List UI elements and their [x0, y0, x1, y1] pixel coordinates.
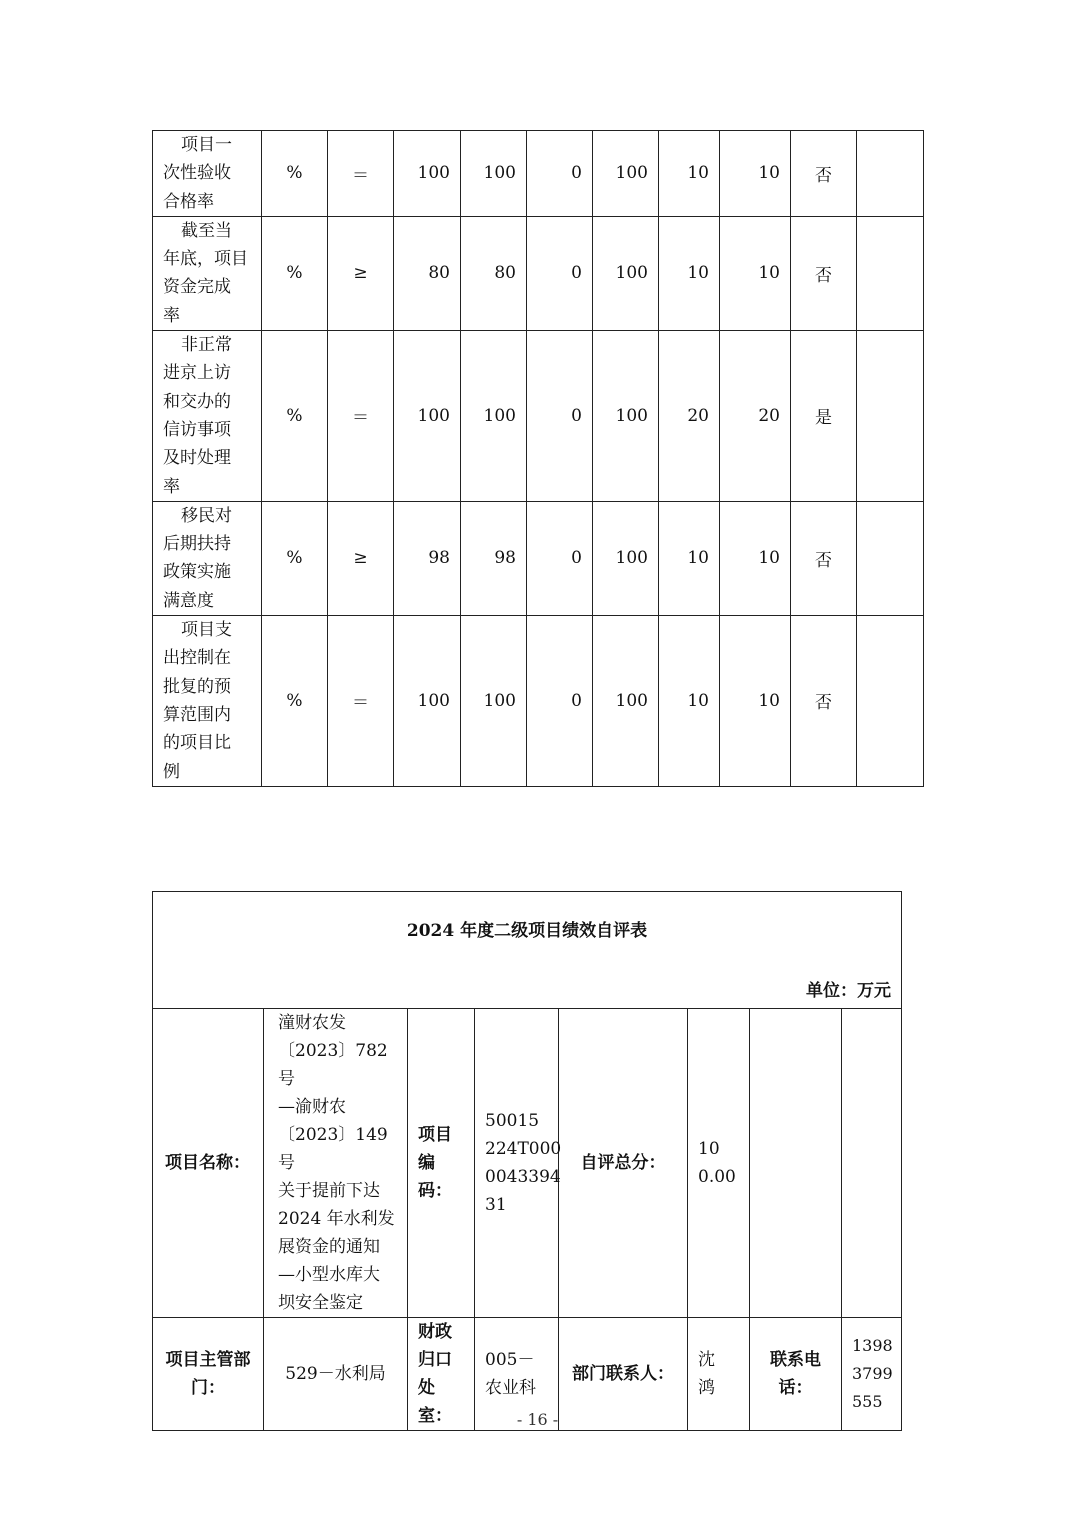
self-score-value — [688, 1009, 750, 1318]
text-line: 潼财农发 — [278, 1013, 346, 1033]
text-line: 〔2023〕782 号 — [278, 1041, 388, 1089]
text-line: 1398 — [852, 1336, 893, 1355]
indicator-target: 100 — [394, 131, 461, 217]
text-line: 鸿 — [698, 1378, 715, 1398]
indicator-note — [857, 616, 924, 787]
self-score-label: 自评总分： — [559, 1009, 688, 1318]
phone-label-lines — [756, 1346, 835, 1402]
indicator-unit: % — [262, 616, 328, 787]
indicator-name — [153, 501, 262, 615]
text-line: 联系电 — [770, 1350, 821, 1370]
form-title: 2024 年度二级项目绩效自评表 — [406, 921, 648, 941]
project-code-value — [475, 1009, 562, 1318]
page-number: - 16 - — [516, 1410, 559, 1429]
indicator-name-line: 移民对 — [181, 505, 232, 526]
indicator-operator: ＝ — [328, 331, 394, 502]
text-line: 坝安全鉴定 — [278, 1293, 363, 1313]
text-line: 归口 — [418, 1350, 452, 1370]
indicator-name-line: 年底，项目 — [163, 249, 248, 270]
indicator-row — [153, 501, 924, 615]
text-line: 005－ — [485, 1350, 535, 1370]
text-line: —小型水库大 — [278, 1265, 380, 1285]
unit-label: 单位：万元 — [806, 981, 891, 1001]
form-header — [153, 892, 902, 1009]
indicator-name-line: 非正常 — [181, 335, 232, 356]
text-line: 0043394 — [485, 1167, 561, 1187]
indicator-col5: 0 — [527, 501, 593, 615]
indicator-name-line: 算范围内 — [163, 704, 231, 725]
text-line: 31 — [485, 1195, 507, 1215]
indicator-col5: 0 — [527, 216, 593, 330]
indicator-target: 98 — [394, 501, 461, 615]
indicator-name-line: 满意度 — [163, 590, 214, 611]
indicator-note — [857, 331, 924, 502]
indicator-col8: 10 — [720, 501, 791, 615]
indicator-row — [153, 216, 924, 330]
indicator-col7: 10 — [659, 131, 720, 217]
indicator-flag: 否 — [791, 501, 857, 615]
indicator-name-line: 例 — [163, 761, 180, 782]
indicator-flag: 否 — [791, 616, 857, 787]
indicator-row — [153, 616, 924, 787]
indicator-name-line: 截至当 — [181, 220, 232, 241]
project-code-label-lines — [418, 1121, 468, 1205]
indicator-name — [153, 216, 262, 330]
indicator-operator: ＝ — [328, 616, 394, 787]
indicator-name-line: 的项目比 — [163, 733, 231, 754]
indicator-target: 80 — [394, 216, 461, 330]
indicator-note — [857, 131, 924, 217]
indicator-name-line: 和交办的 — [163, 391, 231, 412]
indicator-col5: 0 — [527, 331, 593, 502]
text-line: 编码： — [418, 1153, 452, 1201]
indicator-target: 100 — [394, 331, 461, 502]
indicator-name-line: 率 — [163, 305, 180, 326]
indicator-table — [152, 130, 924, 787]
text-line: 50015 — [485, 1111, 540, 1131]
indicator-col7: 10 — [659, 616, 720, 787]
indicator-col6: 100 — [593, 616, 659, 787]
text-line: 项目主管部 — [165, 1350, 251, 1370]
text-line: 话： — [778, 1378, 813, 1398]
indicator-name-line: 信访事项 — [163, 419, 231, 440]
text-line: 224T000 — [485, 1139, 562, 1159]
text-line: 处室： — [418, 1378, 452, 1426]
department-value: 529－水利局 — [264, 1318, 408, 1431]
text-line: 门： — [191, 1378, 225, 1398]
indicator-name-line: 政策实施 — [163, 562, 231, 583]
text-line: 关于提前下达 — [278, 1181, 380, 1201]
indicator-unit: % — [262, 501, 328, 615]
self-score-lines — [698, 1135, 739, 1191]
indicator-operator: ≥ — [328, 216, 394, 330]
indicator-name-line: 项目一 — [181, 135, 232, 155]
indicator-name-line: 批复的预 — [163, 676, 231, 697]
indicator-unit: % — [262, 131, 328, 217]
project-code-lines — [485, 1107, 562, 1219]
text-line: 〔2023〕149 号 — [278, 1125, 388, 1173]
indicator-name — [153, 616, 262, 787]
indicator-row — [153, 131, 924, 217]
indicator-actual: 100 — [461, 331, 527, 502]
indicator-row — [153, 331, 924, 502]
indicator-col7: 20 — [659, 331, 720, 502]
text-line: 2024 年水利发 — [278, 1209, 395, 1229]
text-line: 项目 — [418, 1125, 452, 1145]
indicator-unit: % — [262, 216, 328, 330]
indicator-target: 100 — [394, 616, 461, 787]
indicator-actual: 100 — [461, 131, 527, 217]
finance-office-lines — [485, 1346, 548, 1402]
indicator-col6: 100 — [593, 501, 659, 615]
indicator-flag: 否 — [791, 131, 857, 217]
indicator-flag: 是 — [791, 331, 857, 502]
phone-lines — [852, 1332, 895, 1416]
text-line: 财政 — [418, 1322, 452, 1342]
indicator-col8: 10 — [720, 616, 791, 787]
indicator-name-line: 出控制在 — [163, 648, 231, 669]
indicator-actual: 100 — [461, 616, 527, 787]
indicator-unit: % — [262, 331, 328, 502]
text-line: 3799 — [852, 1364, 893, 1383]
indicator-col8: 20 — [720, 331, 791, 502]
empty-cell-2 — [842, 1009, 902, 1318]
indicator-col7: 10 — [659, 216, 720, 330]
text-line: 沈 — [698, 1350, 715, 1370]
indicator-col6: 100 — [593, 331, 659, 502]
indicator-col6: 100 — [593, 131, 659, 217]
indicator-name-line: 次性验收 — [163, 163, 231, 184]
indicator-col8: 10 — [720, 131, 791, 217]
indicator-name-line: 率 — [163, 476, 180, 497]
text-line: 农业科 — [485, 1378, 536, 1398]
indicator-name-line: 项目支 — [181, 620, 232, 641]
indicator-name-line: 资金完成 — [163, 277, 231, 298]
indicator-actual: 98 — [461, 501, 527, 615]
indicator-note — [857, 216, 924, 330]
indicator-flag: 否 — [791, 216, 857, 330]
department-label-lines — [159, 1346, 257, 1402]
indicator-operator: ≥ — [328, 501, 394, 615]
text-line: 展资金的通知 — [278, 1237, 380, 1257]
indicator-name-line: 后期扶持 — [163, 534, 231, 555]
self-evaluation-table — [152, 891, 902, 1431]
indicator-name-line: 合格率 — [163, 191, 214, 212]
text-line: —渝财农 — [278, 1097, 346, 1117]
project-name-label: 项目名称： — [153, 1009, 264, 1318]
indicator-col7: 10 — [659, 501, 720, 615]
text-line: 0.00 — [698, 1167, 736, 1187]
indicator-name — [153, 331, 262, 502]
indicator-name-line: 及时处理 — [163, 448, 231, 469]
project-name-value — [264, 1009, 408, 1318]
indicator-col5: 0 — [527, 131, 593, 217]
indicator-col5: 0 — [527, 616, 593, 787]
indicator-operator: ＝ — [328, 131, 394, 217]
indicator-note — [857, 501, 924, 615]
indicator-name-line: 进京上访 — [163, 363, 231, 384]
indicator-col8: 10 — [720, 216, 791, 330]
project-code-label — [408, 1009, 475, 1318]
indicator-actual: 80 — [461, 216, 527, 330]
contact-label: 部门联系人： — [559, 1318, 688, 1431]
empty-cell-1 — [750, 1009, 842, 1318]
indicator-name — [153, 131, 262, 217]
indicator-col6: 100 — [593, 216, 659, 330]
text-line: 10 — [698, 1139, 720, 1159]
project-name-lines — [278, 1009, 397, 1317]
contact-lines — [698, 1346, 739, 1402]
text-line: 555 — [852, 1392, 883, 1411]
